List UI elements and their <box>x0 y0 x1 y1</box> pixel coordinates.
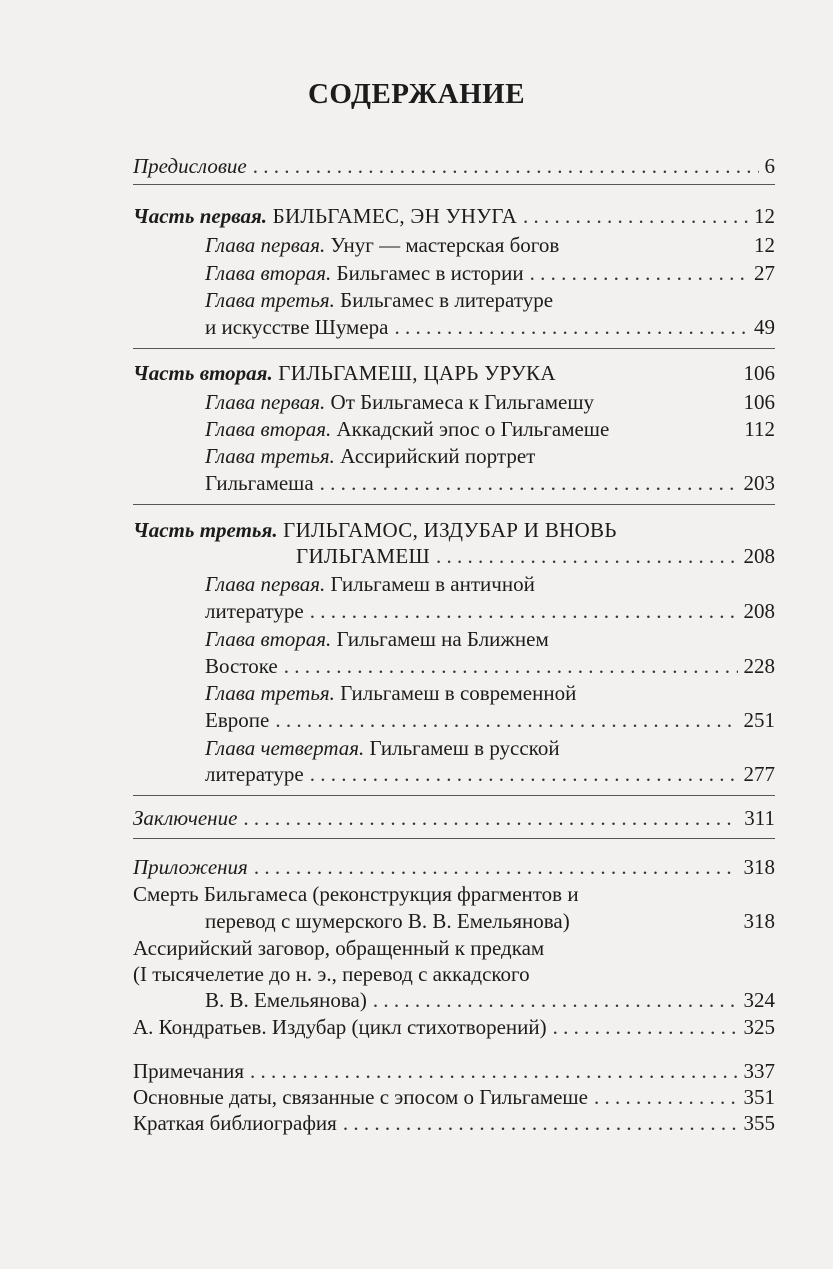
entry-label: Заключение <box>133 806 238 830</box>
chapter-title: Гильгамеш на Ближнем <box>331 627 549 651</box>
part-prefix: Часть третья. <box>133 518 278 542</box>
chapter-prefix: Глава третья. <box>205 681 335 705</box>
dot-leader <box>343 1110 738 1136</box>
entry-label: Краткая библиография <box>133 1111 337 1135</box>
chapter-title: Аккадский эпос о Гильгамеше <box>331 417 610 441</box>
appendix-title-continued: В. В. Емельянова) <box>205 988 367 1012</box>
toc-entry-chapter <box>205 287 553 313</box>
part-prefix: Часть вторая. <box>133 361 273 385</box>
chapter-title-continued: литературе <box>205 599 304 623</box>
toc-entry-chapter <box>205 571 535 597</box>
part-title-continued: ГИЛЬГАМЕШ <box>296 544 431 568</box>
page-number: 208 <box>743 544 775 568</box>
chapter-prefix: Глава первая. <box>205 390 326 414</box>
entry-label: Примечания <box>133 1059 245 1083</box>
page-number: 106 <box>743 361 775 385</box>
dot-leader <box>253 153 759 179</box>
chapter-prefix: Глава вторая. <box>205 627 332 651</box>
appendix-title-continued: перевод с шумерского В. В. Емельянова) <box>205 909 570 933</box>
divider <box>133 504 775 505</box>
chapter-title-continued: литературе <box>205 762 304 786</box>
dot-leader <box>394 314 748 340</box>
dot-leader <box>310 761 738 787</box>
toc-entry-continuation <box>205 653 775 679</box>
toc-entry-conclusion <box>133 805 775 831</box>
toc-entry-appendix-line <box>133 881 579 907</box>
toc-heading: СОДЕРЖАНИЕ <box>307 78 526 110</box>
toc-entry-continuation <box>205 314 775 340</box>
page-number: 12 <box>754 204 775 228</box>
part-title: БИЛЬГАМЕС, ЭН УНУГА <box>267 204 518 228</box>
page-number: 6 <box>764 154 775 178</box>
toc-entry-part-one <box>133 203 775 229</box>
toc-entry-appendices <box>133 854 775 880</box>
chapter-prefix: Глава четвертая. <box>205 736 365 760</box>
page-number: 112 <box>744 417 775 441</box>
part-title: ГИЛЬГАМЕШ, ЦАРЬ УРУКА <box>272 361 556 385</box>
dot-leader <box>310 598 738 624</box>
toc-entry-part-two <box>133 360 775 386</box>
chapter-prefix: Глава третья. <box>205 444 335 468</box>
toc-entry-continuation <box>205 707 775 733</box>
toc-entry-appendix-line <box>133 935 544 961</box>
toc-entry-chapter <box>205 389 775 415</box>
divider <box>133 348 775 349</box>
part-title: ГИЛЬГАМОС, ИЗДУБАР И ВНОВЬ <box>277 518 617 542</box>
divider <box>133 838 775 839</box>
toc-entry-chapter <box>205 443 535 469</box>
toc-entry-continuation <box>205 987 775 1013</box>
toc-entry-dates <box>133 1084 775 1110</box>
dot-leader <box>594 1084 738 1110</box>
toc-entry-continuation <box>205 470 775 496</box>
chapter-prefix: Глава первая. <box>205 233 326 257</box>
chapter-title: Гильгамеш в русской <box>364 736 560 760</box>
dot-leader <box>275 707 737 733</box>
page-number: 251 <box>743 708 775 732</box>
divider <box>133 184 775 185</box>
chapter-prefix: Глава вторая. <box>205 261 332 285</box>
entry-label: Основные даты, связанные с эпосом о Гильгамеше <box>133 1085 588 1109</box>
toc-entry-notes <box>133 1058 775 1084</box>
page-number: 49 <box>754 315 775 339</box>
page-number: 27 <box>754 261 775 285</box>
toc-entry-continuation <box>205 761 775 787</box>
page-number: 324 <box>743 988 775 1012</box>
chapter-prefix: Глава третья. <box>205 288 335 312</box>
toc-entry-bibliography <box>133 1110 775 1136</box>
part-prefix: Часть первая. <box>133 204 268 228</box>
appendix-title-continued: (I тысячелетие до н. э., перевод с аккадского <box>133 962 530 986</box>
divider <box>133 795 775 796</box>
page-number: 277 <box>743 762 775 786</box>
dot-leader <box>373 987 738 1013</box>
chapter-prefix: Глава вторая. <box>205 417 332 441</box>
chapter-title-continued: Европе <box>205 708 270 732</box>
chapter-title: Гильгамеш в античной <box>325 572 535 596</box>
toc-entry-continuation <box>205 908 775 934</box>
chapter-title: Унуг — мастерская богов <box>325 233 560 257</box>
appendix-title: Ассирийский заговор, обращенный к предкам <box>133 936 545 960</box>
dot-leader <box>553 1014 738 1040</box>
toc-entry-chapter <box>205 260 775 286</box>
page-number: 325 <box>743 1015 775 1039</box>
toc-entry-appendix <box>133 1014 775 1040</box>
toc-entry-part-three <box>133 517 617 543</box>
dot-leader <box>436 543 737 569</box>
toc-entry-continuation <box>205 598 775 624</box>
chapter-title-continued: и искусстве Шумера <box>205 315 389 339</box>
dot-leader <box>243 805 738 831</box>
chapter-title-continued: Востоке <box>205 654 278 678</box>
toc-entry-chapter <box>205 626 549 652</box>
toc-entry-appendix-line <box>133 961 530 987</box>
page-number: 351 <box>743 1085 775 1109</box>
toc-entry-preface <box>133 153 775 179</box>
chapter-title: Бильгамес в истории <box>331 261 524 285</box>
entry-label: А. Кондратьев. Издубар (цикл стихотворений) <box>133 1015 547 1039</box>
chapter-title: Ассирийский портрет <box>334 444 536 468</box>
chapter-title: От Бильгамеса к Гильгамешу <box>325 390 594 414</box>
toc-entry-continuation <box>296 543 775 569</box>
dot-leader <box>254 854 738 880</box>
dot-leader <box>530 260 748 286</box>
dot-leader <box>320 470 738 496</box>
page-number: 311 <box>744 806 775 830</box>
entry-label: Предисловие <box>133 154 247 178</box>
dot-leader <box>284 653 738 679</box>
page-number: 337 <box>743 1059 775 1083</box>
toc-entry-chapter <box>205 416 775 442</box>
appendix-title: Смерть Бильгамеса (реконструкция фрагментов и <box>133 882 579 906</box>
dot-leader <box>523 203 748 229</box>
page-number: 203 <box>743 471 775 495</box>
page-number: 318 <box>743 909 775 933</box>
dot-leader <box>250 1058 737 1084</box>
chapter-prefix: Глава первая. <box>205 572 326 596</box>
chapter-title: Бильгамес в литературе <box>334 288 554 312</box>
toc-entry-chapter <box>205 680 576 706</box>
page-number: 12 <box>754 233 775 257</box>
page-number: 228 <box>743 654 775 678</box>
chapter-title-continued: Гильгамеша <box>205 471 314 495</box>
toc-entry-chapter <box>205 232 775 258</box>
page-number: 355 <box>743 1111 775 1135</box>
page-number: 208 <box>743 599 775 623</box>
page-number: 318 <box>743 855 775 879</box>
entry-label: Приложения <box>133 855 248 879</box>
page-number: 106 <box>743 390 775 414</box>
toc-entry-chapter <box>205 735 560 761</box>
chapter-title: Гильгамеш в современной <box>334 681 577 705</box>
